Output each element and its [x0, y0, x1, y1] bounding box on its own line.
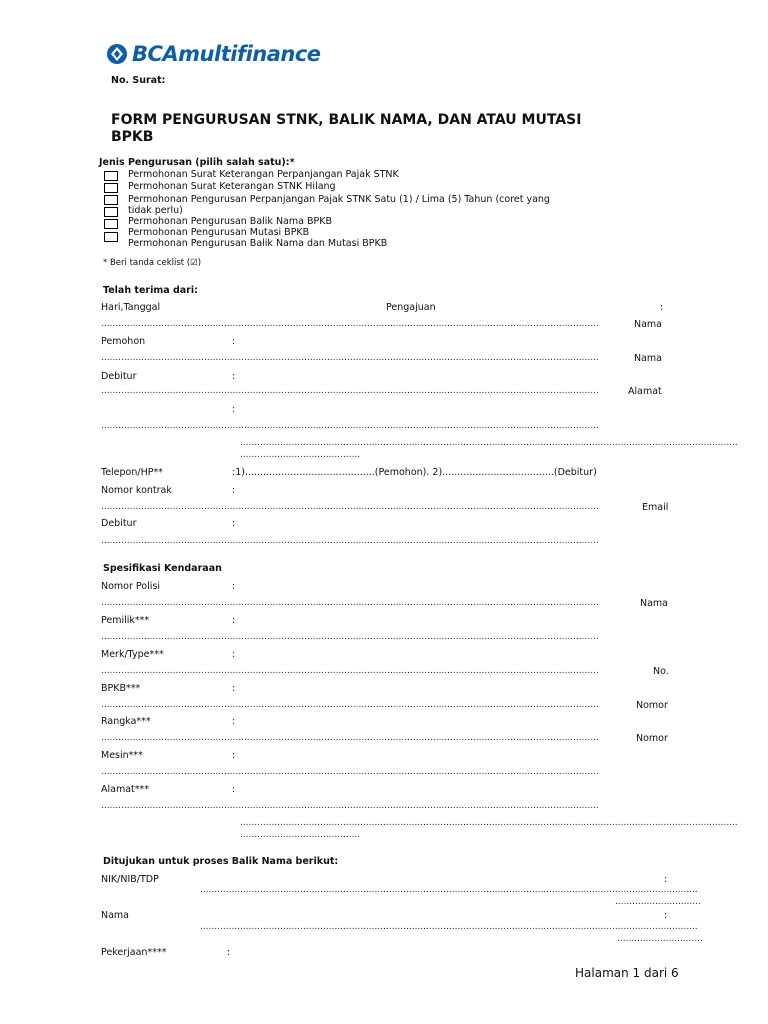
colon: :: [232, 615, 236, 626]
colon: :: [232, 649, 236, 660]
option-label-4: Permohonan Pengurusan Balik Nama BPKB: [128, 216, 332, 227]
label-nomor-polisi: Nomor Polisi: [101, 581, 160, 592]
option-checkbox-3[interactable]: [104, 195, 118, 205]
colon: :: [232, 716, 236, 727]
option-checkbox-1[interactable]: [104, 171, 118, 181]
label-rangka: Rangka***: [101, 716, 151, 727]
colon: :: [232, 750, 236, 761]
fill-line[interactable]: ..............................................................................................................................................................................: [101, 319, 599, 329]
fill-line[interactable]: ..............................................................................................................................................................................: [101, 767, 599, 777]
label-alamat-spec: Alamat***: [101, 784, 150, 795]
fill-line[interactable]: ..............................................................................................................................................................................: [101, 353, 599, 363]
label-nomor: Nomor: [636, 700, 668, 711]
no-surat-label: No. Surat:: [111, 75, 166, 86]
page-title: [111, 112, 671, 146]
logo-text-multifinance: multifinance: [178, 42, 321, 66]
colon: :: [232, 336, 236, 347]
telepon-value[interactable]: :1)...........................................(Pemohon). 2).....................................(Debitur): [232, 467, 597, 478]
option-checkbox-2[interactable]: [104, 183, 118, 193]
company-logo: [106, 40, 321, 68]
fill-line[interactable]: ..............................................................................................................................................................................: [101, 386, 599, 396]
label-alamat: Alamat: [628, 386, 662, 397]
colon: :: [227, 947, 231, 958]
colon: :: [232, 371, 236, 382]
page-footer: Halaman 1 dari 6: [575, 966, 679, 980]
colon: :: [232, 404, 236, 415]
option-label-3-cont: tidak perlu): [128, 205, 183, 216]
colon: :: [664, 874, 668, 885]
label-debitur-2: Debitur: [101, 518, 137, 529]
label-nomor-2: Nomor: [636, 733, 668, 744]
fill-line[interactable]: ..........................................: [240, 830, 361, 840]
ditujukan-heading: Ditujukan untuk proses Balik Nama berikut:: [103, 856, 339, 867]
label-telepon: Telepon/HP**: [101, 467, 163, 478]
fill-line[interactable]: ..............................................................................................................................................................................: [240, 818, 738, 828]
fill-line[interactable]: ..............................................................................................................................................................................: [101, 801, 599, 811]
label-nama: Nama: [634, 319, 663, 330]
label-dit-nama: Nama: [101, 910, 130, 921]
fill-line[interactable]: ..............................................................................................................................................................................: [240, 438, 738, 448]
label-hari-tanggal: Hari,Tanggal: [101, 302, 161, 313]
label-nik: NIK/NIB/TDP: [101, 874, 159, 885]
label-pengajuan: Pengajuan: [386, 302, 436, 313]
label-email: Email: [642, 502, 669, 513]
fill-line[interactable]: ..............................................................................................................................................................................: [101, 666, 599, 676]
fill-line[interactable]: ..............................................................................................................................................................................: [200, 922, 698, 932]
spesifikasi-heading: Spesifikasi Kendaraan: [103, 563, 222, 574]
bca-logo-icon: [106, 43, 128, 65]
option-label-1: Permohonan Surat Keterangan Perpanjangan Pajak STNK: [128, 169, 399, 180]
telah-heading: Telah terima dari:: [103, 285, 198, 296]
jenis-heading: Jenis Pengurusan (pilih salah satu):*: [99, 157, 295, 168]
fill-line[interactable]: ..............................................................................................................................................................................: [101, 598, 599, 608]
label-debitur: Debitur: [101, 371, 137, 382]
fill-line[interactable]: ..............................................................................................................................................................................: [101, 733, 599, 743]
label-pemilik: Pemilik***: [101, 615, 150, 626]
ceklist-note: * Beri tanda ceklist (☑): [103, 258, 202, 268]
colon: :: [232, 518, 236, 529]
fill-line[interactable]: ..............................: [615, 897, 701, 907]
colon: :: [660, 302, 664, 313]
label-merk: Merk/Type***: [101, 649, 164, 660]
colon: :: [664, 910, 668, 921]
fill-line[interactable]: ..............................................................................................................................................................................: [101, 536, 599, 546]
option-label-5: Permohonan Pengurusan Mutasi BPKB: [128, 227, 310, 238]
label-spec-nama: Nama: [640, 598, 669, 609]
colon: :: [232, 581, 236, 592]
colon: :: [232, 784, 236, 795]
title-line-1: FORM PENGURUSAN STNK, BALIK NAMA, DAN ATAU MUTASI: [111, 112, 582, 128]
option-label-6: Permohonan Pengurusan Balik Nama dan Mutasi BPKB: [128, 238, 388, 249]
label-pekerjaan: Pekerjaan****: [101, 947, 167, 958]
fill-line[interactable]: ..............................................................................................................................................................................: [101, 421, 599, 431]
fill-line[interactable]: ..............................................................................................................................................................................: [101, 700, 599, 710]
label-pemohon: Pemohon: [101, 336, 146, 347]
label-mesin: Mesin***: [101, 750, 143, 761]
colon: :: [232, 485, 236, 496]
label-no: No.: [653, 666, 669, 677]
option-checkbox-4[interactable]: [104, 219, 118, 229]
option-label-3: Permohonan Pengurusan Perpanjangan Pajak STNK Satu (1) / Lima (5) Tahun (coret yang: [128, 194, 550, 205]
fill-line[interactable]: ..............................................................................................................................................................................: [200, 885, 698, 895]
logo-text-bca: BCA: [132, 42, 179, 66]
colon: :: [232, 683, 236, 694]
option-label-2: Permohonan Surat Keterangan STNK Hilang: [128, 181, 336, 192]
fill-line[interactable]: ..............................: [617, 934, 703, 944]
label-nomor-kontrak: Nomor kontrak: [101, 485, 172, 496]
label-bpkb: BPKB***: [101, 683, 141, 694]
option-checkbox-5[interactable]: [104, 232, 118, 242]
fill-line[interactable]: ..............................................................................................................................................................................: [101, 632, 599, 642]
fill-line[interactable]: ..........................................: [240, 450, 361, 460]
option-checkbox-3b[interactable]: [104, 207, 118, 217]
fill-line[interactable]: ..............................................................................................................................................................................: [101, 502, 599, 512]
title-line-2: BPKB: [111, 129, 154, 145]
label-nama-2: Nama: [634, 353, 663, 364]
